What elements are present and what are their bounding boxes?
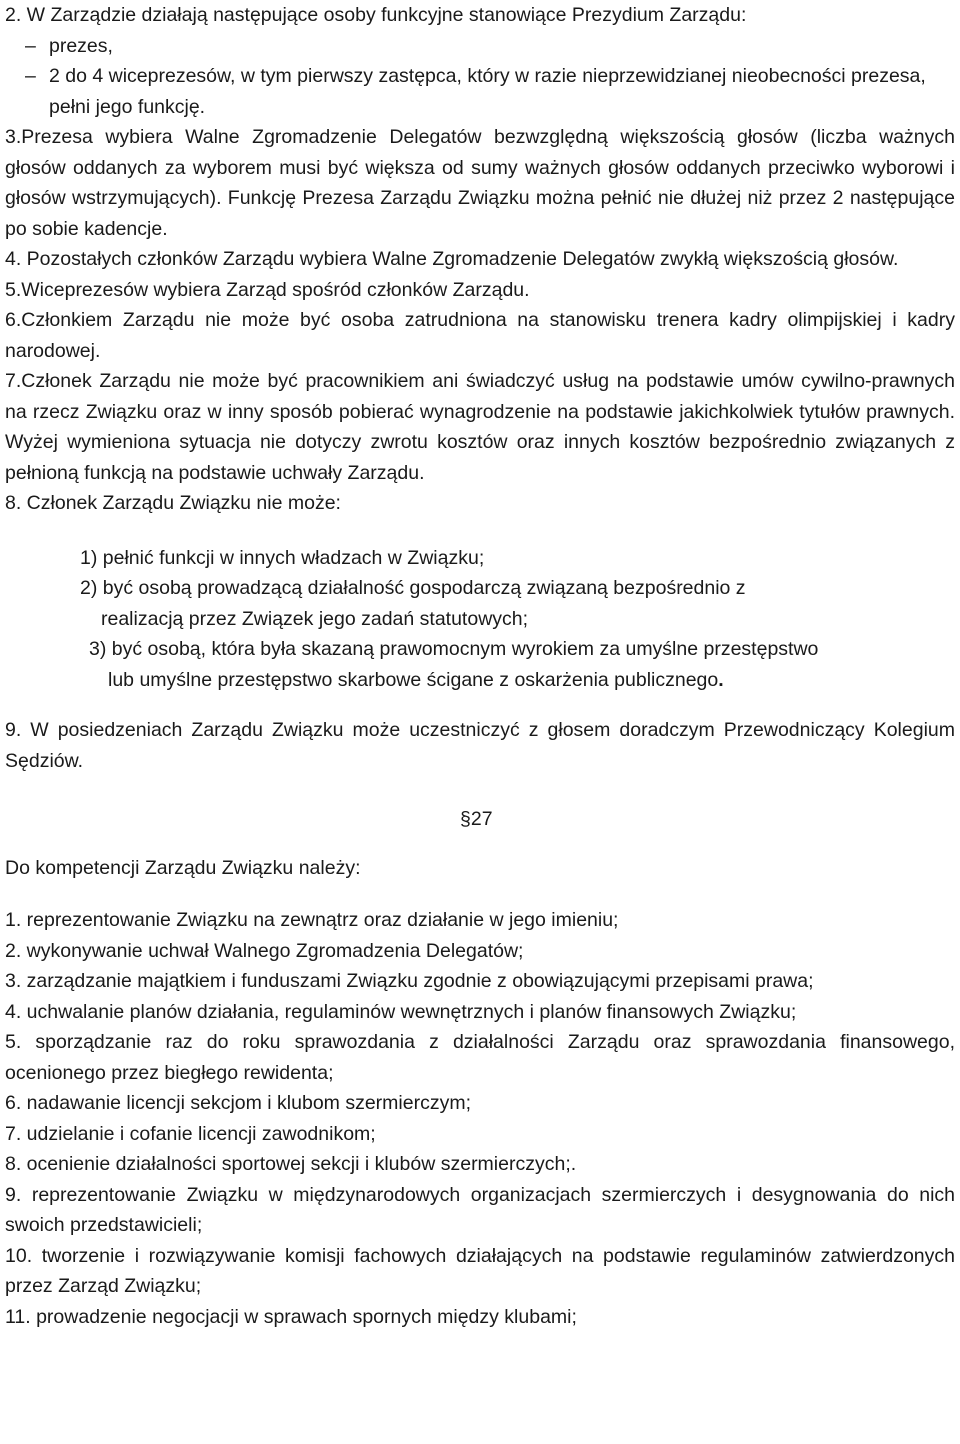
dash-bullet-icon: – [25,65,36,87]
section-intro: Do kompetencji Zarządu Związku należy: [5,856,361,879]
list-item: 8. ocenienie działalności sportowej sekcji i klubów szermierczych;. [5,1153,577,1175]
prohibition-item-2-cont: realizacją przez Związek jego zadań statutowych; [101,607,529,630]
document-page [5,0,955,1332]
paragraph-3: 3.Prezesa wybiera Walne Zgromadzenie Delegatów bezwzględną większością głosów (liczba ważnych głosów oddanych za wyborem musi być większa od sumy ważnych głosów oddanych przeciwko wyborowi i głosów wstrzymujących). Funkcję Prezesa Zarządu Związku można pełnić nie dłużej niż przez 2 następujące po sobie kadencje. [5,126,955,240]
paragraph-9: 9. W posiedzeniach Zarządu Związku może uczestniczyć z głosem doradczym Przewodniczący Kolegium Sędziów. [5,719,955,772]
paragraph-2: 2. W Zarządzie działają następujące osoby funkcyjne stanowiące Prezydium Zarządu: [5,4,747,26]
prohibitions-list [5,543,955,696]
list-item: 3. zarządzanie majątkiem i funduszami Związku zgodnie z obowiązującymi przepisami prawa; [5,970,814,992]
prohibition-item-3-cont: lub umyślne przestępstwo skarbowe ścigane z oskarżenia publicznego. [108,668,724,691]
dash-list-item [5,31,955,62]
list-item: 10. tworzenie i rozwiązywanie komisji fachowych działających na podstawie regulaminów zatwierdzonych przez Zarząd Związku; [5,1244,955,1297]
paragraph-6: 6.Członkiem Zarządu nie może być osoba zatrudniona na stanowisku trenera kadry olimpijskiej i kadry narodowej. [5,309,955,362]
paragraph-5: 5.Wiceprezesów wybiera Zarząd spośród członków Zarządu. [5,278,530,301]
list-item: 1. reprezentowanie Związku na zewnątrz oraz działanie w jego imieniu; [5,909,619,931]
dash-item-text: 2 do 4 wiceprezesów, w tym pierwszy zastępca, który w razie nieprzewidzianej nieobecności prezesa, pełni jego funkcję. [49,65,926,118]
list-item: 2. wykonywanie uchwał Walnego Zgromadzenia Delegatów; [5,939,524,962]
list-item: 6. nadawanie licencji sekcjom i klubom szermierczym; [5,1092,471,1114]
dash-bullet-icon: – [25,34,36,57]
list-item: 7. udzielanie i cofanie licencji zawodnikom; [5,1122,376,1145]
prohibition-item-3: 3) być osobą, która była skazaną prawomocnym wyrokiem za umyślne przestępstwo [89,638,819,660]
paragraph-7: 7.Członek Zarządu nie może być pracownikiem ani świadczyć usług na podstawie umów cywilno-prawnych na rzecz Związku oraz w inny sposób pobierać wynagrodzenie na podstawie jakichkolwiek tytułów prawnych. Wyżej wymieniona sytuacja nie dotyczy zwrotu kosztów oraz innych kosztów bezpośrednio związanych z pełnioną funkcją na podstawie uchwały Zarządu. [5,370,955,484]
dash-list-item [5,61,955,122]
list-item: 4. uchwalanie planów działania, regulaminów wewnętrznych i planów finansowych Związku; [5,1000,797,1023]
prohibition-item-1: 1) pełnić funkcji w innych władzach w Związku; [80,546,485,569]
list-item: 9. reprezentowanie Związku w międzynarodowych organizacjach szermierczych i desygnowania do nich swoich przedstawicieli; [5,1183,955,1236]
section-mark: §27 [460,808,493,830]
prohibition-item-2: 2) być osobą prowadzącą działalność gospodarczą związaną bezpośrednio z [80,577,746,599]
competences-list [5,905,955,1332]
paragraph-4: 4. Pozostałych członków Zarządu wybiera Walne Zgromadzenie Delegatów zwykłą większością głosów. [5,248,899,270]
dash-item-text: prezes, [49,34,113,57]
paragraph-8: 8. Członek Zarządu Związku nie może: [5,492,341,514]
list-item: 11. prowadzenie negocjacji w sprawach spornych między klubami; [5,1305,577,1328]
list-item: 5. sporządzanie raz do roku sprawozdania z działalności Zarządu oraz sprawozdania finansowego, ocenionego przez biegłego rewidenta; [5,1031,955,1084]
